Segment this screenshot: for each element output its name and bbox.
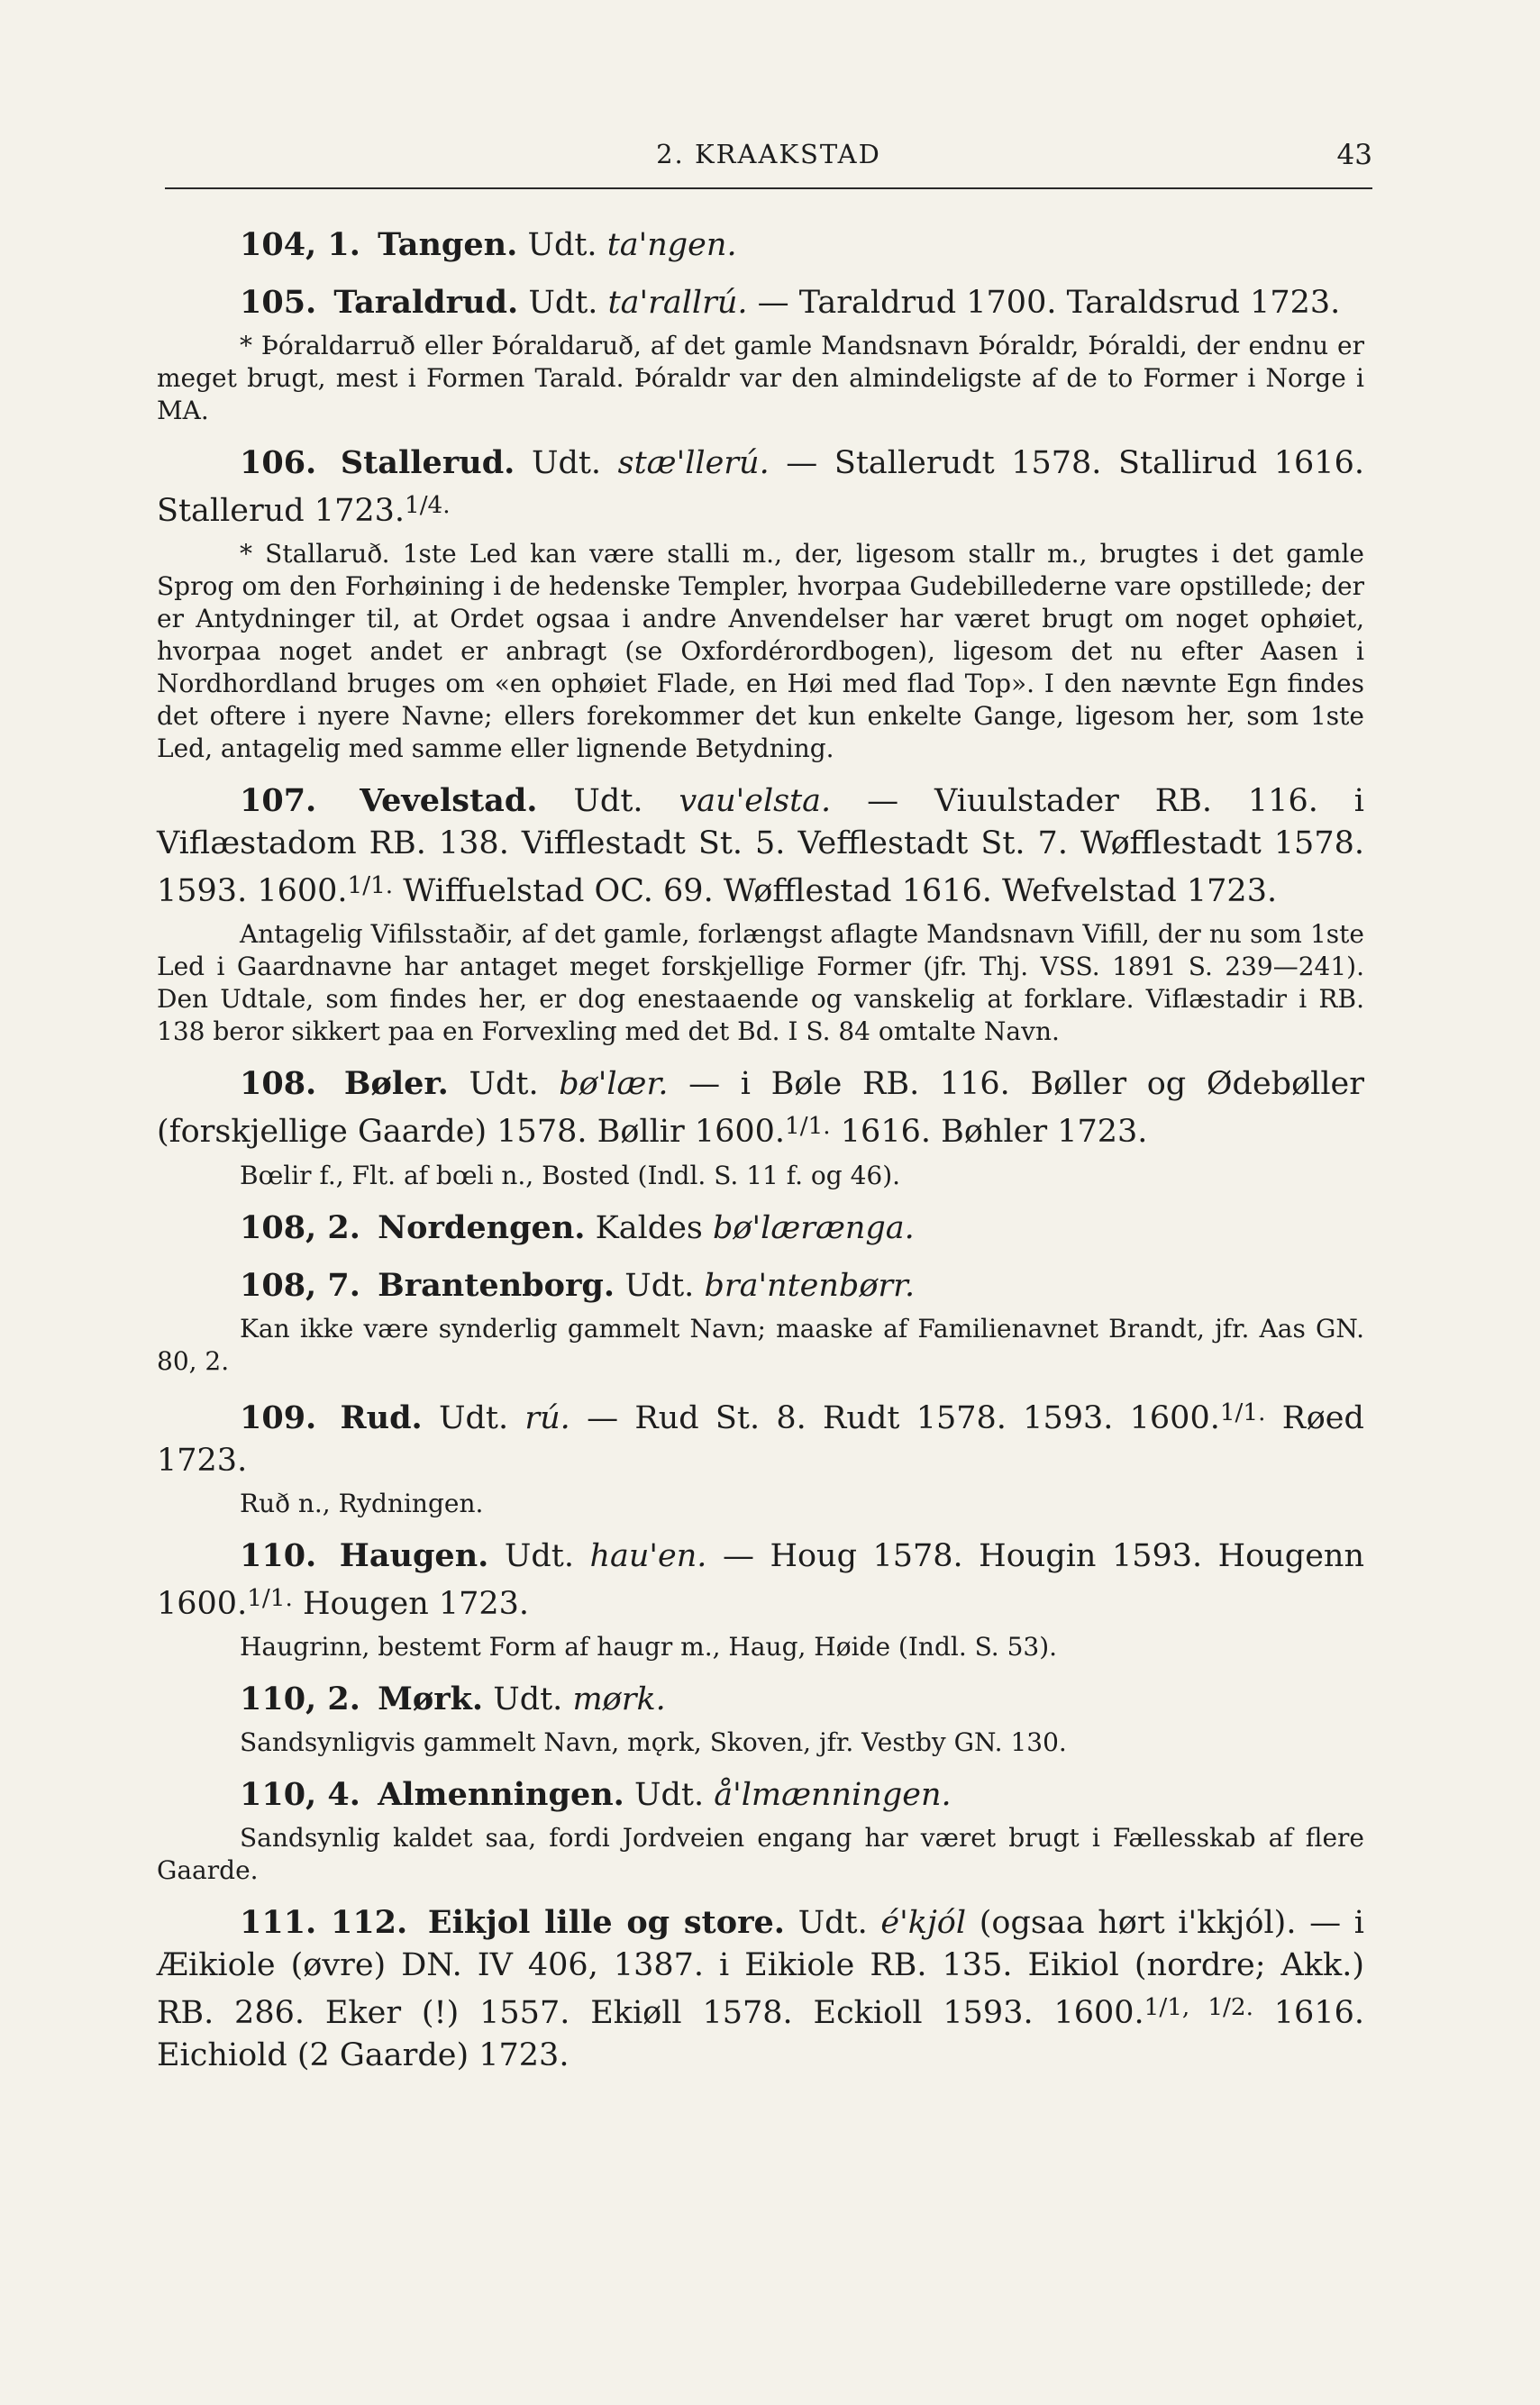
entry-note: Sandsynligvis gammelt Navn, mǫrk, Skoven, jfr. Vestby GN. 130. xyxy=(240,1726,1067,1757)
entry-fraction: 1/1. xyxy=(247,1584,293,1612)
entry-note: Antagelig Vifilsstaðir, af det gamle, forlængst aflagte Mandsnavn Vifill, der nu som 1ste Led i Gaardnavne har antaget meget forskjellige Former (jfr. Thj. VSS. 1891 S. 239—241). Den Udtale, som findes her, er dog enestaaende og vanskelig at forklare. Viflæstadir i RB. 138 beror sikkert paa en Forvexling med det Bd. I S. 84 omtalte Navn. xyxy=(157,919,1364,1047)
entry-heading xyxy=(157,1207,1364,1250)
entry-heading xyxy=(157,442,1364,533)
entry-name: Eikjol lille og store. xyxy=(427,1903,785,1941)
entry-note: Sandsynlig kaldet saa, fordi Jordveien engang har været brugt i Fællesskab af flere Gaarde. xyxy=(157,1822,1364,1885)
entry-sources: — Houg 1578. Hougin 1593. Hougenn 1600. xyxy=(157,1537,1364,1622)
entry-udt: Udt. xyxy=(527,227,597,263)
entry-udt: Udt. xyxy=(573,783,643,820)
entry-sources: — i Bøle RB. 116. Bøller og Ødebøller (forskjellige Gaarde) 1578. Bøllir 1600. xyxy=(157,1066,1364,1151)
entry-sources-tail: Hougen 1723. xyxy=(302,1585,530,1622)
entry-note: Kan ikke være synderlig gammelt Navn; maaske af Familienavnet Brandt, jfr. Aas GN. 80, 2. xyxy=(157,1313,1364,1376)
entry-heading xyxy=(157,281,1364,324)
entry-sources-tail: Wiffuelstad OC. 69. Wøfflestad 1616. Wefvelstad 1723. xyxy=(403,873,1278,910)
entry-number: 110, 4. xyxy=(240,1775,360,1813)
entry-udt: Udt. xyxy=(797,1904,868,1941)
entry-pronunciation: bø'lærænga. xyxy=(713,1209,915,1246)
entry-name: Taraldrud. xyxy=(333,284,519,321)
entry-udt: Udt. xyxy=(493,1681,563,1717)
entry-udt: Udt. xyxy=(504,1537,574,1574)
entry-udt: Kaldes xyxy=(595,1209,703,1246)
entry-fraction: 1/1. xyxy=(785,1113,831,1141)
entry-number: 108. xyxy=(240,1065,317,1103)
entry-heading xyxy=(157,1062,1364,1153)
entry-pronunciation: stæ'llerú. xyxy=(617,445,770,481)
farm-entry xyxy=(157,281,1364,427)
entry-name: Brantenborg. xyxy=(378,1266,615,1304)
entry-fraction: 1/1, 1/2. xyxy=(1144,1993,1253,2021)
entry-heading xyxy=(157,1535,1364,1626)
entry-sources-tail: 1616. Eichiold (2 Gaarde) 1723. xyxy=(157,1995,1364,2074)
body-text xyxy=(157,223,1364,2091)
entry-udt: Udt. xyxy=(469,1066,539,1103)
entry-heading xyxy=(157,1392,1364,1482)
farm-entry xyxy=(157,1264,1364,1378)
entry-number: 110, 2. xyxy=(240,1680,360,1717)
entry-number: 106. xyxy=(240,444,317,481)
farm-entry xyxy=(157,1062,1364,1191)
entry-name: Stallerud. xyxy=(340,444,515,481)
entry-udt: Udt. xyxy=(531,445,602,481)
farm-entry xyxy=(157,779,1364,1048)
entry-udt: Udt. xyxy=(528,285,598,321)
entry-heading xyxy=(157,1773,1364,1817)
running-head: 2. KRAAKSTAD xyxy=(656,139,881,169)
farm-entry xyxy=(157,1392,1364,1520)
entry-name: Almenningen. xyxy=(378,1775,624,1813)
entry-number: 108, 7. xyxy=(240,1266,360,1304)
entry-sources: — Viuulstader RB. 116. i Viflæstadom RB. 138. Vifflestadt St. 5. Vefflestadt St. 7. Wøfflestadt 1578. 1593. 1600. xyxy=(157,783,1364,910)
entry-fraction: 1/1. xyxy=(347,872,394,900)
entry-pronunciation: å'lmænningen. xyxy=(714,1776,952,1813)
entry-note: * Stallaruð. 1ste Led kan være stalli m., der, ligesom stallr m., brugtes i det gamle Sprog om den Forhøining i de hedenske Templer, hvorpaa Gudebillederne vare opstillede; der er Antydninger til, at Ordet ogsaa i andre Anvendelser har været brugt om noget ophøiet, hvorpaa noget andet er anbragt (se Oxfordérordbogen), ligesom det nu efter Aasen i Nordhordland bruges om «en ophøiet Flade, en Høi med flad Top». I den nævnte Egn findes det oftere i nyere Navne; ellers forekommer det kun enkelte Gange, ligesom her, som 1ste Led, antagelig med samme eller lignende Betydning. xyxy=(157,539,1364,764)
entry-sources-tail: Røed 1723. xyxy=(157,1399,1364,1479)
farm-entry xyxy=(157,1207,1364,1250)
entry-number: 105. xyxy=(240,284,317,321)
entry-name: Nordengen. xyxy=(378,1208,586,1246)
entry-pronunciation: ta'rallrú. xyxy=(607,285,748,321)
farm-entry xyxy=(157,1678,1364,1759)
entry-number: 111. 112. xyxy=(240,1903,408,1941)
entry-number: 108, 2. xyxy=(240,1208,360,1246)
entry-pronunciation: ta'ngen. xyxy=(606,227,737,263)
farm-entry xyxy=(157,1901,1364,2077)
farm-entry xyxy=(157,223,1364,267)
entry-name: Haugen. xyxy=(339,1536,489,1574)
farm-entry xyxy=(157,442,1364,765)
entry-pronunciation: hau'en. xyxy=(589,1537,707,1574)
entry-number: 110. xyxy=(240,1536,317,1574)
farm-entry xyxy=(157,1535,1364,1663)
farm-entry xyxy=(157,1773,1364,1887)
entry-sources: — Rud St. 8. Rudt 1578. 1593. 1600. xyxy=(587,1399,1220,1436)
entry-pronunciation: é'kjól xyxy=(880,1904,967,1941)
entry-number: 104, 1. xyxy=(240,226,360,263)
entry-pronunciation: mørk. xyxy=(572,1681,666,1717)
entry-note: Ruð n., Rydningen. xyxy=(240,1488,484,1518)
entry-note: Haugrinn, bestemt Form af haugr m., Haug, Høide (Indl. S. 53). xyxy=(240,1631,1058,1662)
entry-pronunciation: bø'lær. xyxy=(559,1066,669,1103)
entry-name: Bøler. xyxy=(343,1065,449,1103)
entry-pronunciation: bra'ntenbørr. xyxy=(704,1267,916,1304)
entry-heading xyxy=(157,1678,1364,1721)
entry-note: Bœlir f., Flt. af bœli n., Bosted (Indl. S. 11 f. og 46). xyxy=(240,1160,901,1190)
entry-udt: Udt. xyxy=(634,1776,705,1813)
entry-name: Vevelstad. xyxy=(360,782,538,820)
entry-fraction: 1/4. xyxy=(405,492,451,519)
entry-heading xyxy=(157,223,1364,267)
entry-name: Mørk. xyxy=(378,1680,484,1717)
entry-number: 107. xyxy=(240,782,317,820)
entry-sources-tail: 1616. Bøhler 1723. xyxy=(840,1114,1148,1151)
entry-fraction: 1/1. xyxy=(1219,1398,1266,1426)
entry-sources: (ogsaa hørt i'kkjól). — i Æikiole (øvre) DN. IV 406, 1387. i Eikiole RB. 135. Eikiol (nordre; Akk.) RB. 286. Eker (!) 1557. Ekiøll 1578. Eckioll 1593. 1600. xyxy=(157,1904,1364,2032)
entry-heading xyxy=(157,779,1364,913)
entry-sources: — Stallerudt 1578. Stallirud 1616. Stallerud 1723. xyxy=(157,445,1364,530)
entry-udt: Udt. xyxy=(439,1399,509,1436)
entry-udt: Udt. xyxy=(624,1267,695,1304)
entry-pronunciation: vau'elsta. xyxy=(679,783,832,820)
entry-sources: — Taraldrud 1700. Taraldsrud 1723. xyxy=(757,285,1341,321)
entry-name: Rud. xyxy=(340,1398,423,1436)
entry-heading xyxy=(157,1901,1364,2077)
entry-heading xyxy=(157,1264,1364,1307)
entry-pronunciation: rú. xyxy=(524,1399,570,1436)
entry-note: * Þóraldarruð eller Þóraldaruð, af det gamle Mandsnavn Þóraldr, Þóraldi, der endnu er meget brugt, mest i Formen Tarald. Þóraldr var den almindeligste af de to Former i Norge i MA. xyxy=(157,331,1364,425)
entry-number: 109. xyxy=(240,1398,317,1436)
page-number: 43 xyxy=(1336,139,1372,171)
page-header xyxy=(165,137,1372,189)
entry-name: Tangen. xyxy=(378,226,518,263)
